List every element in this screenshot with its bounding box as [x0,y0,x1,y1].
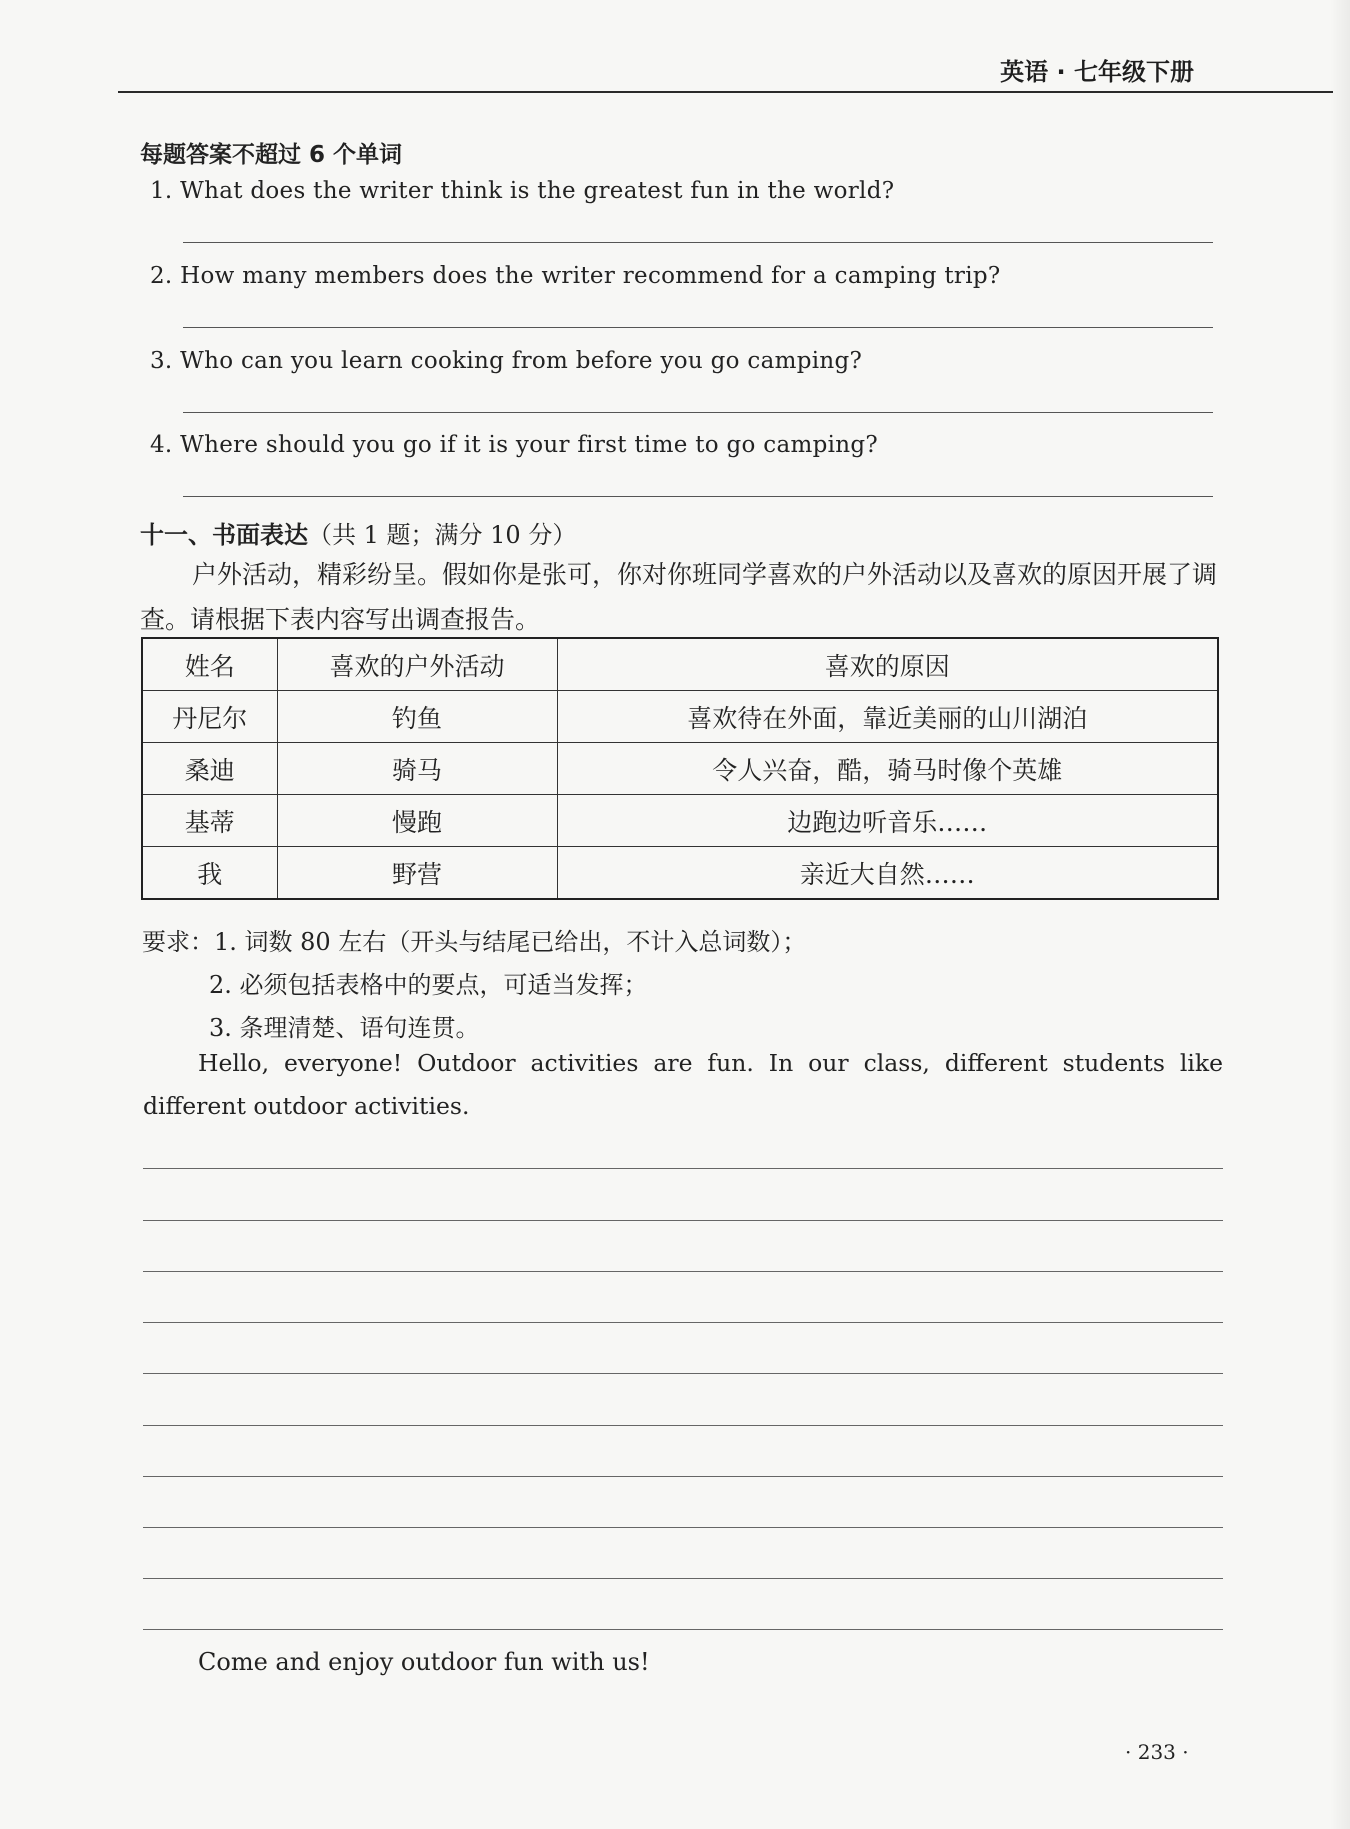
writing-line[interactable] [143,1578,1223,1579]
answer-instruction: 每题答案不超过 6 个单词 [140,142,403,168]
cell-reason: 亲近大自然…… [557,847,1218,900]
header-reason: 喜欢的原因 [557,638,1218,691]
section-heading: 十一、书面表达 [140,521,308,549]
header-rule [118,91,1333,93]
requirement-3: 3. 条理清楚、语句连贯。 [209,1014,480,1042]
cell-activity: 野营 [277,847,557,900]
cell-activity: 骑马 [277,743,557,795]
header-name: 姓名 [142,638,277,691]
answer-line-4[interactable] [183,496,1213,497]
answer-line-2[interactable] [183,327,1213,328]
requirement-1: 要求：1. 词数 80 左右（开头与结尾已给出，不计入总词数）； [142,928,807,956]
writing-line[interactable] [143,1527,1223,1528]
writing-line[interactable] [143,1220,1223,1221]
cell-name: 丹尼尔 [142,691,277,743]
section-score-note: （共 1 题；满分 10 分） [308,521,577,549]
writing-line[interactable] [143,1373,1223,1374]
writing-line[interactable] [143,1476,1223,1477]
answer-line-3[interactable] [183,412,1213,413]
question-2: 2. How many members does the writer recommend for a camping trip? [150,263,1001,289]
header-activity: 喜欢的户外活动 [277,638,557,691]
cell-activity: 慢跑 [277,795,557,847]
requirement-2: 2. 必须包括表格中的要点，可适当发挥； [209,971,648,999]
writing-line[interactable] [143,1425,1223,1426]
cell-activity: 钓鱼 [277,691,557,743]
essay-opening: Hello, everyone! Outdoor activities are fun. In our class, different students like different outdoor activities. [143,1049,1223,1120]
question-1: 1. What does the writer think is the greatest fun in the world? [150,178,895,204]
cell-name: 基蒂 [142,795,277,847]
page-number: · 233 · [1125,1740,1189,1764]
question-3: 3. Who can you learn cooking from before you go camping? [150,348,863,374]
survey-table [141,637,1219,900]
question-4: 4. Where should you go if it is your first time to go camping? [150,432,879,458]
page-edge-shadow [1330,0,1350,1829]
cell-name: 桑迪 [142,743,277,795]
cell-name: 我 [142,847,277,900]
section-title [140,515,576,550]
writing-prompt: 户外活动，精彩纷呈。假如你是张可，你对你班同学喜欢的户外活动以及喜欢的原因开展了调查。请根据下表内容写出调查报告。 [140,560,1218,634]
writing-line[interactable] [143,1322,1223,1323]
answer-line-1[interactable] [183,242,1213,243]
book-title: 英语 · 七年级下册 [1000,58,1194,86]
cell-reason: 喜欢待在外面，靠近美丽的山川湖泊 [557,691,1218,743]
essay-closing: Come and enjoy outdoor fun with us! [198,1648,650,1676]
table-row [142,795,1218,847]
table-row [142,743,1218,795]
cell-reason: 边跑边听音乐…… [557,795,1218,847]
table-row [142,847,1218,900]
cell-reason: 令人兴奋，酷，骑马时像个英雄 [557,743,1218,795]
writing-line[interactable] [143,1629,1223,1630]
writing-line[interactable] [143,1271,1223,1272]
writing-line[interactable] [143,1168,1223,1169]
table-header-row [142,638,1218,691]
table-row [142,691,1218,743]
